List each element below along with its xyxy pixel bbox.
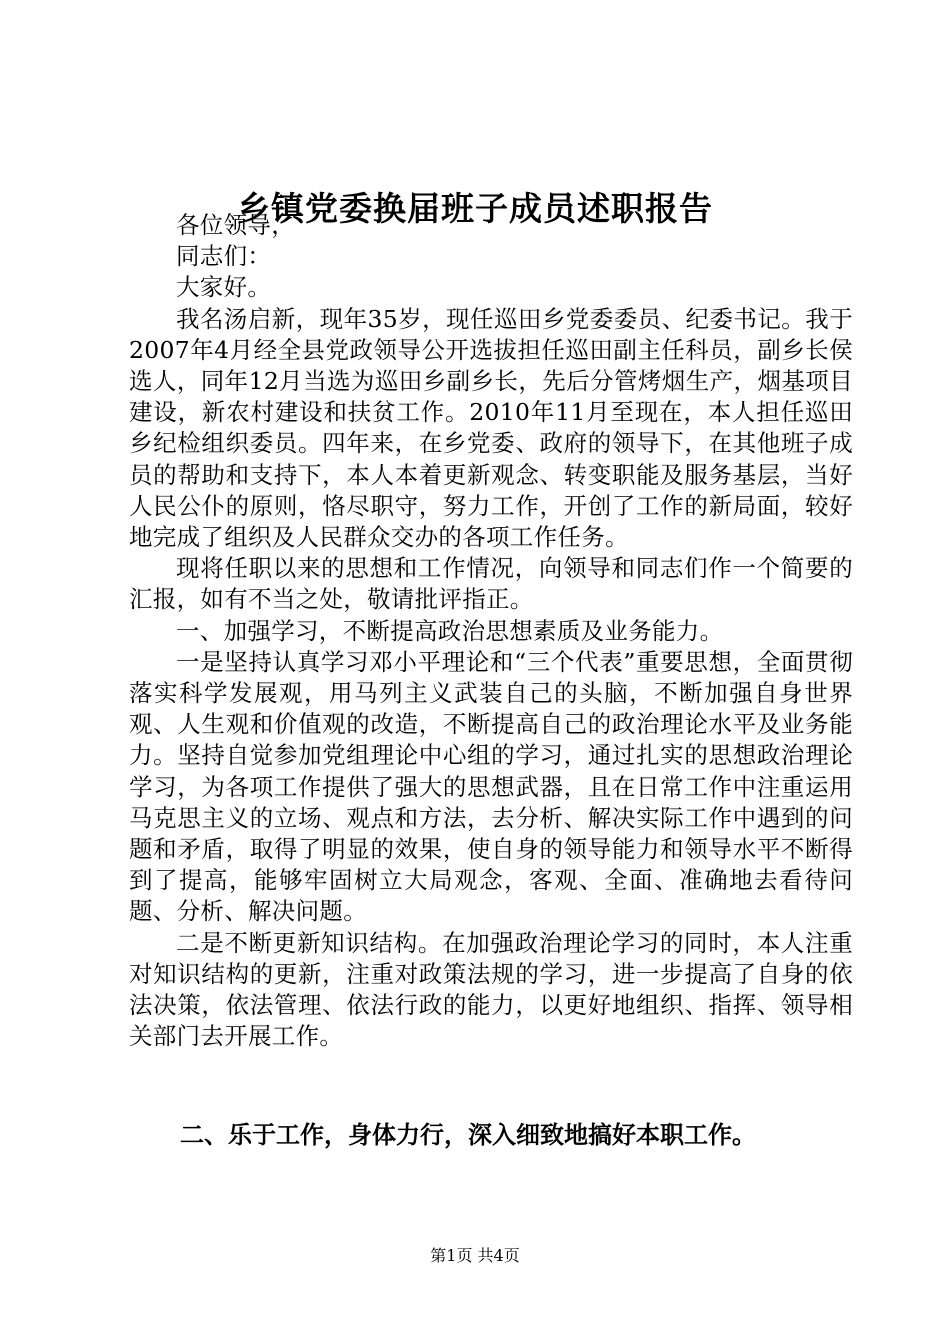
greeting-all: 大家好。 [176,273,272,302]
greeting-leaders: 各位领导， [176,211,295,239]
document-body [129,210,853,1052]
report-intro-paragraph: 现将任职以来的思想和工作情况，向领导和同志们作一个简要的汇报，如有不当之处，敬请批评指正。 [129,554,853,614]
section-two-heading: 二、乐于工作，身体力行，深入细致地搞好本职工作。 [180,1121,756,1149]
section-one-heading: 一、加强学习，不断提高政治思想素质及业务能力。 [176,616,724,645]
greeting-comrades: 同志们： [176,242,272,271]
page-footer: 第1页 共4页 [430,1246,520,1265]
document-title: 乡镇党委换届班子成员述职报告 [237,189,713,228]
section-one-paragraph-2: 二是不断更新知识结构。在加强政治理论学习的同时，本人注重对知识结构的更新，注重对政策法规的学习，进一步提高了自身的依法决策，依法管理、依法行政的能力，以更好地组织、指挥、领导相关部门去开展工作。 [129,928,853,1051]
section-one-paragraph-1: 一是坚持认真学习邓小平理论和“三个代表”重要思想，全面贯彻落实科学发展观，用马列主义武装自己的头脑，不断加强自身世界观、人生观和价值观的改造，不断提高自己的政治理论水平及业务能力。坚持自觉参加党组理论中心组的学习，通过扎实的思想政治理论学习，为各项工作提供了强大的思想武器，且在日常工作中注重运用马克思主义的立场、观点和方法，去分析、解决实际工作中遇到的问题和矛盾，取得了明显的效果，使自身的领导能力和领导水平不断得到了提高，能够牢固树立大局观念，客观、全面、准确地去看待问题、分析、解决问题。 [129,647,853,926]
intro-paragraph: 我名汤启新，现年35岁，现任巡田乡党委委员、纪委书记。我于2007年4月经全县党政领导公开选拔担任巡田副主任科员，副乡长侯选人，同年12月当选为巡田乡副乡长，先后分管烤烟生产，烟基项目建设，新农村建设和扶贫工作。2010年11月至现在，本人担任巡田乡纪检组织委员。四年来，在乡党委、政府的领导下，在其他班子成员的帮助和支持下，本人本着更新观念、转变职能及服务基层，当好人民公仆的原则，恪尽职守，努力工作，开创了工作的新局面，较好地完成了组织及人民群众交办的各项工作任务。 [129,304,853,552]
